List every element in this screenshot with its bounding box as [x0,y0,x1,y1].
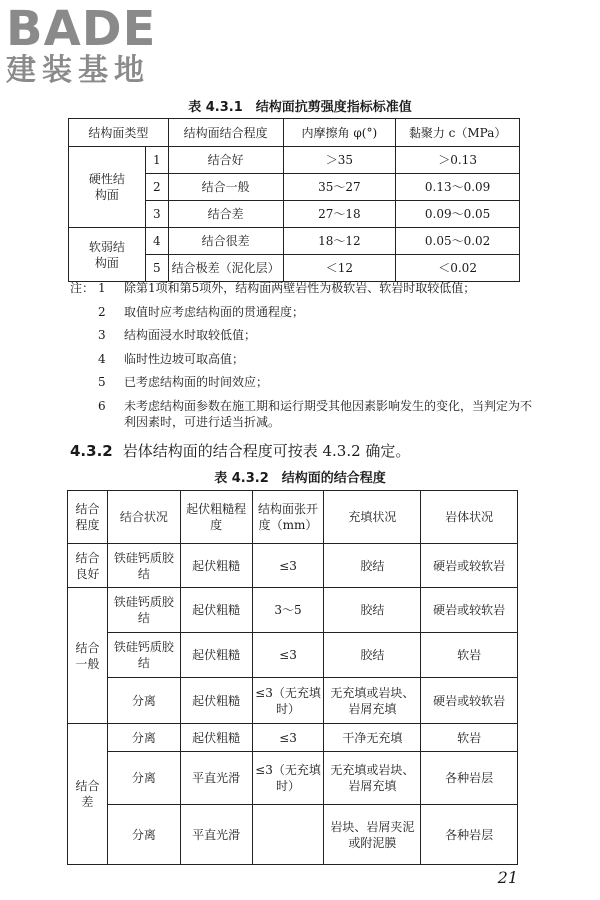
phi-cell: ＞35 [283,147,396,174]
roughness-cell: 平直光滑 [180,805,252,865]
opening-cell: ≤3（无充填时） [252,678,324,724]
state-cell: 铁硅钙质胶结 [107,633,180,678]
note-number: 5 [98,375,106,389]
rock-cell: 软岩 [421,724,518,752]
roughness-cell: 起伏粗糙 [180,633,252,678]
bade-logo [6,1,176,96]
rock-cell: 各种岩层 [421,805,518,865]
section-text: 岩体结构面的结合程度可按表 4.3.2 确定。 [122,442,411,460]
col-header-roughness: 起伏粗糙程度 [180,491,252,544]
note-item [70,280,540,296]
note-text: 未考虑结构面参数在施工期和运行期受其他因素影响发生的变化，当判定为不利因素时，可进行适当折减。 [124,398,533,429]
col-header-degree: 结构面结合程度 [168,119,283,147]
roughness-cell: 平直光滑 [180,752,252,805]
note-number: 1 [98,281,106,295]
rock-cell: 各种岩层 [421,752,518,805]
table-row [68,544,518,588]
filling-cell: 岩块、岩屑夹泥或附泥膜 [324,805,421,865]
note-text: 结构面浸水时取较低值； [124,328,257,342]
opening-cell [252,805,324,865]
state-cell: 分离 [107,752,180,805]
table-header-row [68,491,518,544]
row-no: 3 [145,201,168,228]
roughness-cell: 起伏粗糙 [180,678,252,724]
table-row [69,228,520,255]
col-header-rock: 岩体状况 [421,491,518,544]
filling-cell: 胶结 [324,544,421,588]
col-header-degree: 结合程度 [68,491,108,544]
table-bonding-degree [67,490,518,865]
note-text: 临时性边坡可取高值； [124,351,245,366]
opening-cell: ≤3 [252,544,324,588]
row-no: 2 [145,174,168,201]
note-text: 除第1项和第5项外，结构面两壁岩性为极软岩、软岩时取较低值； [124,281,476,295]
note-text: 取值时应考虑结构面的贯通程度； [124,304,305,319]
notes-label: 注： [70,281,95,295]
rock-cell: 硬岩或较软岩 [421,678,518,724]
opening-cell: ≤3 [252,633,324,678]
filling-cell: 胶结 [324,588,421,633]
filling-cell: 干净无充填 [324,724,421,752]
table-row [69,147,520,174]
degree-cell: 结合一般 [68,588,108,724]
table-row [68,588,518,633]
filling-cell: 无充填或岩块、岩屑充填 [324,752,421,805]
note-number: 2 [98,304,106,319]
rock-cell: 软岩 [421,633,518,678]
table-row [68,633,518,678]
state-cell: 铁硅钙质胶结 [107,544,180,588]
state-cell: 铁硅钙质胶结 [107,588,180,633]
note-item [70,398,540,430]
degree-cell: 结合一般 [168,174,283,201]
logo-sub-text: 建装基地 [6,53,150,88]
phi-cell: ＜12 [283,255,396,282]
row-no: 4 [145,228,168,255]
state-cell: 分离 [107,678,180,724]
note-number: 4 [98,351,106,366]
note-item [70,351,540,367]
c-cell: 0.13～0.09 [396,174,520,201]
opening-cell: ≤3 [252,724,324,752]
table1-caption: 表 4.3.1 结构面抗剪强度指标标准值 [188,100,412,115]
table2-caption: 表 4.3.2 结构面的结合程度 [214,471,386,486]
note-item [70,327,540,343]
col-header-type: 结构面类型 [69,119,169,147]
phi-cell: 35～27 [283,174,396,201]
type-cell: 硬性结构面 [69,147,146,228]
section-heading [70,440,410,461]
note-number: 3 [98,328,106,342]
table-shear-strength [68,118,520,282]
logo-main-text: BADE [6,1,157,57]
note-item [70,374,540,390]
roughness-cell: 起伏粗糙 [180,724,252,752]
table-header-row [69,119,520,147]
degree-cell: 结合好 [168,147,283,174]
col-header-filling: 充填状况 [324,491,421,544]
roughness-cell: 起伏粗糙 [180,588,252,633]
degree-cell: 结合良好 [68,544,108,588]
degree-cell: 结合极差（泥化层） [168,255,283,282]
opening-cell: 3～5 [252,588,324,633]
degree-cell: 结合很差 [168,228,283,255]
c-cell: ＞0.13 [396,147,520,174]
col-header-opening: 结构面张开度（mm） [252,491,324,544]
table-row [68,805,518,865]
rock-cell: 硬岩或较软岩 [421,544,518,588]
note-item [70,304,540,320]
col-header-friction: 内摩擦角 φ(°) [283,119,396,147]
degree-cell: 结合差 [168,201,283,228]
col-header-state: 结合状况 [107,491,180,544]
phi-cell: 27～18 [283,201,396,228]
note-text: 已考虑结构面的时间效应； [124,375,269,389]
type-cell: 软弱结构面 [69,228,146,282]
row-no: 1 [145,147,168,174]
section-number: 4.3.2 [70,442,113,460]
page-number: 21 [497,868,518,887]
filling-cell: 无充填或岩块、岩屑充填 [324,678,421,724]
table-row [68,724,518,752]
table-notes [70,280,540,437]
c-cell: 0.09～0.05 [396,201,520,228]
table-row [68,678,518,724]
state-cell: 分离 [107,724,180,752]
c-cell: 0.05～0.02 [396,228,520,255]
row-no: 5 [145,255,168,282]
opening-cell: ≤3（无充填时） [252,752,324,805]
note-number: 6 [98,398,106,413]
table-row [68,752,518,805]
degree-cell: 结合差 [68,724,108,865]
state-cell: 分离 [107,805,180,865]
roughness-cell: 起伏粗糙 [180,544,252,588]
col-header-cohesion: 黏聚力 c（MPa） [396,119,520,147]
rock-cell: 硬岩或较软岩 [421,588,518,633]
c-cell: ＜0.02 [396,255,520,282]
phi-cell: 18～12 [283,228,396,255]
filling-cell: 胶结 [324,633,421,678]
